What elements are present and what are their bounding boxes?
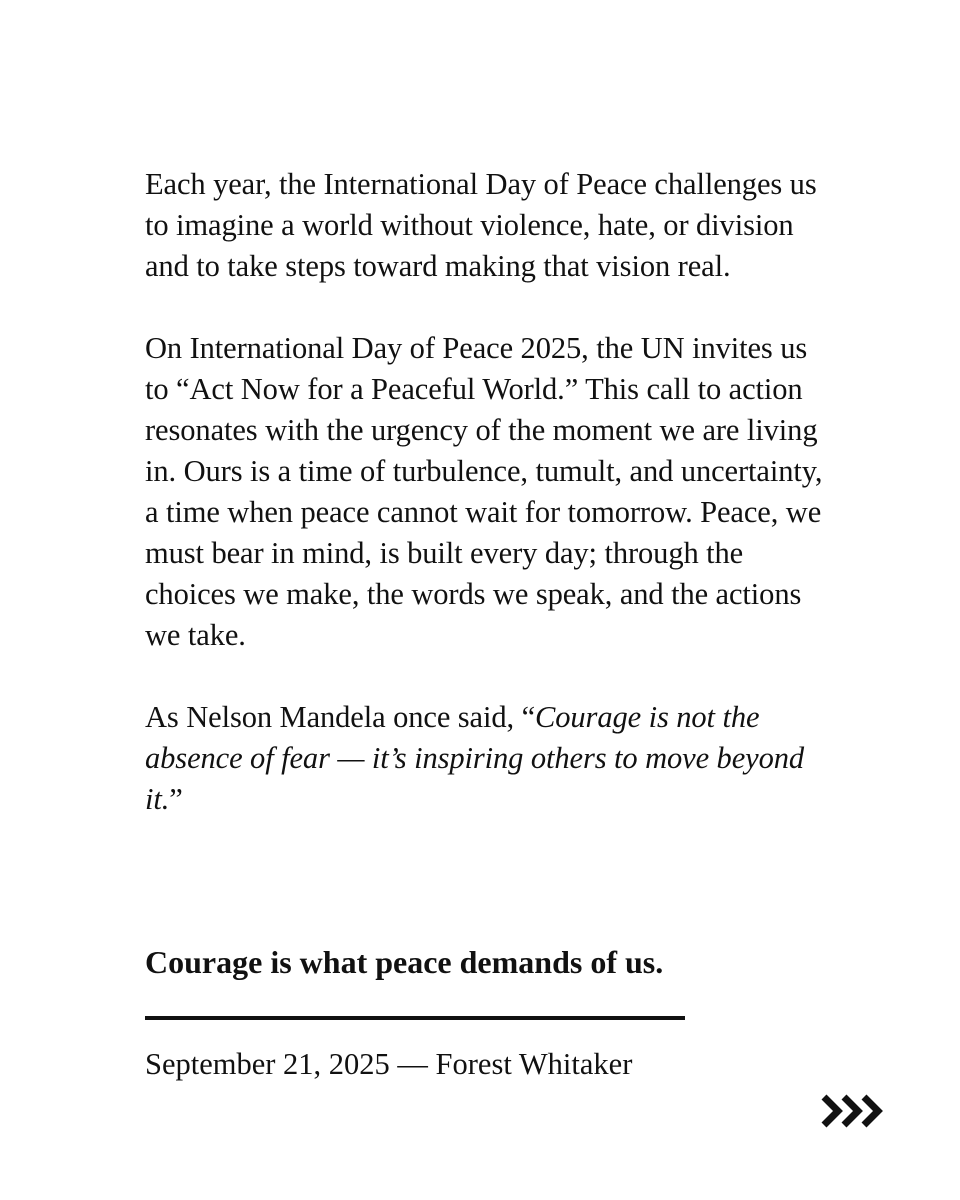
signature-line: September 21, 2025 — Forest Whitaker xyxy=(145,1047,633,1081)
paragraph-mandela-quote xyxy=(145,697,825,820)
emphasis-statement: Courage is what peace demands of us. xyxy=(145,944,664,980)
quote-close: ” xyxy=(169,782,183,816)
paragraph-intro: Each year, the International Day of Peace challenges us to imagine a world without violence, hate, or division and to take steps toward making that vision real. xyxy=(145,167,817,283)
article-body xyxy=(145,164,825,1081)
triple-chevron-right-icon[interactable] xyxy=(820,1093,886,1129)
paragraph-un-call: On International Day of Peace 2025, the UN invites us to “Act Now for a Peaceful World.” This call to action resonates with the urgency of the moment we are living in. Ours is a time of turbulence, tumult, and uncertainty, a time when peace cannot wait for tomorrow. Peace, we must bear in mind, is built every day; through the choices we make, the words we speak, and the actions we take. xyxy=(145,331,823,652)
quote-text: Courage is not the absence of fear — it’s inspiring others to move beyond it. xyxy=(145,700,805,816)
next-arrows-svg xyxy=(820,1093,886,1129)
divider-line xyxy=(145,1016,685,1020)
quote-lead: As Nelson Mandela once said, “ xyxy=(145,700,536,734)
